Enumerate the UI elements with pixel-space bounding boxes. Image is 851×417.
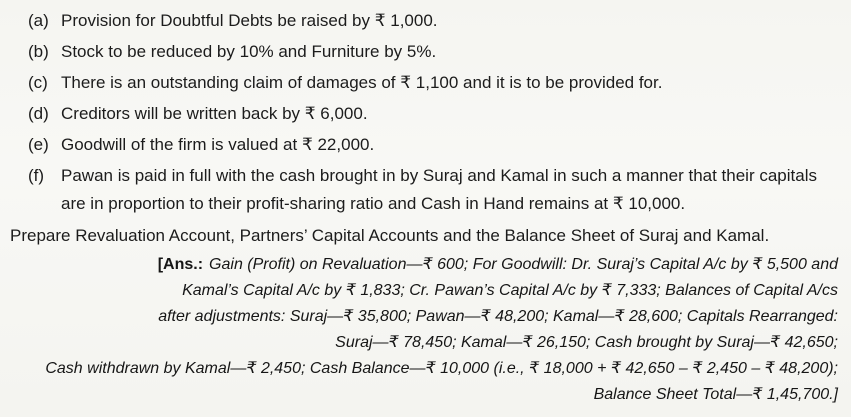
answer-line: Suraj—₹ 78,450; Kamal—₹ 26,150; Cash brought by Suraj—₹ 42,650; [335,334,838,351]
conditions-list [10,7,838,218]
condition-label: (d) [28,104,49,123]
answer-line-text: Gain (Profit) on Revaluation—₹ 600; For Goodwill: Dr. Suraj’s Capital A/c by ₹ 5,500 and [209,256,838,273]
answer-line [10,252,838,278]
condition-text: There is an outstanding claim of damages of ₹ 1,100 and it is to be provided for. [61,73,663,92]
condition-item-e [28,131,838,159]
condition-item-b [28,38,838,66]
condition-label: (b) [28,42,49,61]
condition-text: Provision for Doubtful Debts be raised by ₹ 1,000. [61,11,438,30]
condition-label: (a) [28,11,49,30]
answer-line: Kamal’s Capital A/c by ₹ 1,833; Cr. Pawan’s Capital A/c by ₹ 7,333; Balances of Capital A/cs [182,282,838,299]
answer-line: Balance Sheet Total—₹ 1,45,700.] [593,386,838,403]
answer-line: after adjustments: Suraj—₹ 35,800; Pawan—₹ 48,200; Kamal—₹ 28,600; Capitals Rearranged: [158,308,838,325]
instruction-text: Prepare Revaluation Account, Partners’ Capital Accounts and the Balance Sheet of Suraj and Kamal. [10,226,770,245]
condition-item-f [28,162,838,218]
answer-prefix: [Ans.: [157,256,204,273]
condition-label: (f) [28,166,45,185]
condition-label: (e) [28,135,49,154]
condition-item-a [28,7,838,35]
condition-text: Creditors will be written back by ₹ 6,000. [61,104,368,123]
answer-line: Cash withdrawn by Kamal—₹ 2,450; Cash Balance—₹ 10,000 (i.e., ₹ 18,000 + ₹ 42,650 – ₹ 2,450 – ₹ 48,200); [45,360,838,377]
condition-label: (c) [28,73,48,92]
condition-text: Pawan is paid in full with the cash brought in by Suraj and Kamal in such a manner that their capitals are in proportion to their profit-sharing ratio and Cash in Hand remains at ₹ 10,000. [61,166,817,213]
condition-item-d [28,100,838,128]
condition-text: Stock to be reduced by 10% and Furniture by 5%. [61,42,437,61]
condition-text: Goodwill of the firm is valued at ₹ 22,000. [61,135,375,154]
condition-item-c [28,69,838,97]
answer-block [10,252,838,408]
